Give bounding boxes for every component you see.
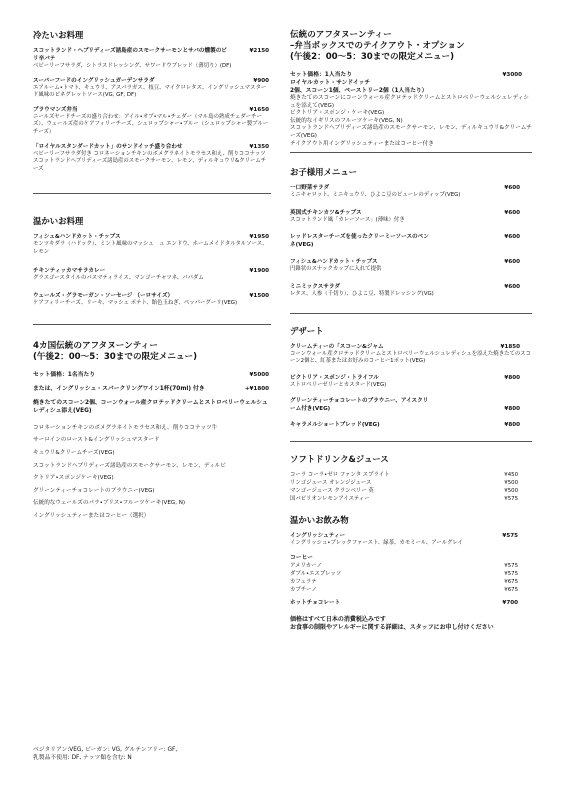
- dietary-legend: [33, 747, 271, 762]
- item-price: ¥700: [502, 599, 518, 606]
- tea-row: [290, 532, 532, 540]
- item-name: ウェールズ・グラモーガン・ソーセージ （ーロサイズ）: [33, 293, 174, 300]
- hot-chocolate-row: [290, 599, 532, 607]
- legend-line: 乳製品不使用: DF, ナッツ類を含む: N: [33, 754, 132, 761]
- item-description: ベビーリーフサラダ、シトラスドレッシング、サワードウブレッド（薄切り）(DF): [33, 63, 232, 69]
- legend-line: ベジタリアン:VEG, ビーガン: VG, グルテンフリー: GF,: [33, 747, 178, 753]
- item-price: ¥900: [253, 77, 269, 84]
- item-description: ミニキャロット、ミニキュウリ、ひよこ豆のピューレのディップ(VEG): [290, 192, 461, 199]
- item-price: ¥1850: [500, 343, 520, 350]
- item-description: グラスゴースタイルのバスマティライス、マンゴーチャツネ、パパダム: [33, 274, 204, 281]
- menu-item: [33, 267, 271, 283]
- drink-name: アメリカーノ: [290, 562, 322, 569]
- drink-price: ¥575: [504, 496, 518, 503]
- set-content-line: クトリア•スポンジケーキ(VEG): [33, 475, 114, 482]
- note-line: お食事の制限やアレルギーに関する詳細は、スタッフにお申し付けください: [290, 623, 494, 631]
- item-name: レッドレスターチーズを使ったクリーミーソースのペンネ(VEG): [290, 234, 429, 249]
- item-price: ¥1900: [249, 267, 269, 274]
- item-description: ストロベリーゼリーとカスタード(VEG): [290, 381, 387, 388]
- dessert-section: [290, 326, 532, 430]
- item-price: ¥800: [504, 422, 520, 429]
- section-title: 4カ国伝統のアフタヌーンティー: [33, 340, 158, 351]
- item-price: ¥2150: [249, 48, 269, 54]
- section-divider: [33, 193, 271, 194]
- section-title: デザート: [290, 325, 324, 336]
- set-price: ¥3000: [502, 72, 522, 78]
- item-price: ¥600: [504, 259, 520, 266]
- tea-description: イングリッシュ•ブレックファースト、緑茶、カモミール、アールグレイ: [290, 540, 463, 547]
- drink-price: ¥500: [504, 480, 518, 487]
- right-column: [290, 30, 532, 632]
- drink-name: カフェラテ: [290, 578, 317, 585]
- soft-drinks-section: [290, 454, 532, 503]
- item-price: ¥800: [504, 406, 520, 413]
- takeout-line: スコットランドヘブリディーズ諸島産のスモークサーモン、レモン、ディルキュウリ&クリームチーズ(VEG): [290, 125, 532, 139]
- price-note: [290, 616, 532, 632]
- sparkling-price: +¥1800: [244, 385, 269, 392]
- section-divider: [33, 324, 271, 325]
- section-title: 伝統のアフタヌーンティー: [290, 30, 392, 40]
- item-name: ホットチョコレート: [290, 599, 341, 606]
- menu-item: [290, 421, 532, 429]
- section-divider: [290, 152, 532, 153]
- drink-name: カプチーノ: [290, 586, 317, 593]
- menu-item: [33, 143, 271, 174]
- item-price: ¥600: [504, 283, 520, 290]
- menu-item: [290, 233, 532, 249]
- left-column: [33, 30, 272, 761]
- menu-item: [290, 258, 532, 274]
- item-name: チキンティッカマサラカレー: [33, 267, 106, 274]
- takeout-line: 焼きたてのスコーンにコーンウォール産クロテッドクリームとストロベリーウェルシュレディシュを添えて(VEG): [290, 95, 529, 109]
- set-content-line: グリーンティーチョコレートのブラウニー(VEG): [33, 487, 155, 494]
- set-price: ¥5000: [249, 371, 269, 378]
- sparkling-label: または、イングリッシュ・スパークリングワイン1杯(70ml) 付き: [33, 385, 205, 392]
- drink-name: コーラ コーラ•ゼロ ファンタ スプライト: [290, 472, 390, 479]
- item-price: ¥1650: [249, 106, 269, 113]
- item-description: ベビーリーフサラダ付き コロネーションチキンのボメグラネイトモラセス和え、削りココナッツ スコットランドヘブリディーズ諸島産のスモークサーモン、レモン、ディルキュウリ&クリームチーズ: [33, 150, 272, 172]
- section-title: 温かいお料理: [33, 216, 84, 227]
- drink-row: [290, 471, 532, 479]
- set-content-line: イングリッシュティーまたはコーヒー（選択）: [33, 512, 150, 519]
- item-name: スーパーフードのイングリッシュガーデンサラダ: [33, 77, 155, 84]
- menu-item: [33, 47, 271, 71]
- drink-row: [290, 570, 532, 578]
- drink-row: [290, 586, 532, 594]
- item-price: ¥600: [504, 185, 520, 192]
- item-name: イングリッシュティー: [290, 533, 346, 540]
- drink-name: リンゴジュース オレンジジュース: [290, 480, 372, 487]
- drink-row: [290, 495, 532, 503]
- cold-dishes-section: [33, 30, 271, 173]
- item-description: ニールズヤードチーズの盛り合わせ：アイル•オブ•マル•チェダー（マル島の熟成チェダーチーズ）、ウェールズ産のケアフィリーチーズ、シュロップシャー•ブルー（シュロップシャー製ブルーチーズ）: [33, 113, 269, 135]
- drink-row: [290, 479, 532, 487]
- section-divider: [290, 441, 532, 442]
- drink-name: ダブル•エスプレッソ: [290, 570, 342, 577]
- item-name: ビクトリア・スポンジ・トライフル: [290, 374, 379, 381]
- set-content-line: スコットランドヘブリディーズ諸島産のスモークサーモン、レモン、ディルビ: [33, 462, 226, 469]
- drink-price: ¥675: [504, 586, 518, 593]
- sparkling-wine-row: [33, 385, 271, 393]
- section-title: ソフトドリンク&ジュース: [290, 454, 389, 465]
- afternoon-tea-section: [33, 341, 271, 521]
- section-title: 温かいお飲み物: [290, 515, 349, 526]
- item-name: フィシュ&ハンドカット・チップス: [290, 259, 378, 266]
- menu-item: [290, 283, 532, 299]
- drink-price: ¥575: [504, 562, 518, 569]
- menu-item: [33, 106, 271, 137]
- drink-row: [290, 487, 532, 495]
- item-description: レタス、人参（千切り）、ひよこ豆、特製ドレッシング(VG): [290, 290, 434, 297]
- item-description: エアルーム•トマト、キュウリ、アスパラガス、枝豆、マイクロレタス、イングリッシュマスタード風味のビネグレットソース(VG, GF, DF): [33, 84, 267, 99]
- sandwich-label: ロイヤルカット・サンドイッチ: [290, 80, 371, 86]
- menu-item: [290, 209, 532, 225]
- drink-row: [290, 562, 532, 570]
- hot-drinks-section: [290, 515, 532, 607]
- item-price: ¥800: [504, 374, 520, 381]
- takeout-line: テイクアウト用イングリッシュティーまたはコーヒー付き: [290, 140, 434, 147]
- coffee-title: コーヒー: [290, 554, 313, 561]
- item-price: ¥600: [504, 209, 520, 216]
- item-price: ¥1350: [249, 143, 269, 150]
- menu-item: [290, 343, 532, 366]
- set-price-label: セット価格：1名当たり: [33, 371, 96, 378]
- item-description: ケアフィリーチーズ、リーキ、マッシュ ポテト、飴色玉ねぎ、ペッパーグーリ(VEG): [33, 300, 238, 307]
- set-content-line: キュウリ&クリームチーズ(VEG): [33, 449, 115, 456]
- item-description: モンツキダラ（ハドック）、ミント風味のマッシュ ュ エンドウ、ホームメイドタルタルソース、レモン: [33, 241, 268, 255]
- menu-item: [33, 292, 271, 308]
- section-title: 冷たいお料理: [33, 30, 84, 40]
- set-content-line: サーロインのロースト&イングリッシュマスタード: [33, 437, 160, 444]
- item-name: フィシュ&ハンドカット・チップス: [33, 234, 121, 241]
- item-description: スコットランド風「カレーソース」(薄味）付き: [290, 216, 405, 223]
- drink-name: マンゴージュース クランベリー 英: [290, 488, 374, 495]
- item-description: コーンウォール産クロテッドクリームとストロベリーウェルシュレディシュを添えた焼きたてのスコーン2個と、紅茶またはお好みのコーヒー1ポット(VEG): [290, 350, 532, 365]
- drink-price: ¥675: [504, 578, 518, 585]
- item-price: ¥575: [502, 533, 518, 540]
- menu-item: [290, 374, 532, 390]
- drink-row: [290, 578, 532, 586]
- section-subtitle: (午後2：00〜5：30までの限定メニュー): [290, 52, 455, 62]
- hot-dishes-section: [33, 216, 271, 307]
- kids-menu-section: [290, 167, 532, 298]
- menu-item: [33, 233, 271, 256]
- set-price-row: [33, 371, 271, 379]
- drink-price: ¥500: [504, 488, 518, 495]
- item-name: キャラメルショートブレッド(VEG): [290, 422, 380, 429]
- set-price-label: セット価格：1人当たり: [290, 72, 353, 78]
- item-name: ミニミックスサラダ: [290, 283, 341, 290]
- set-price-row: [290, 71, 532, 79]
- section-divider: [290, 313, 532, 314]
- item-price: ¥1500: [249, 293, 269, 300]
- item-name: スコットランド・ヘブリディーズ諸島産のスモークサーモンとサバの燻製のビリ辛パテ: [33, 48, 227, 62]
- takeout-section: [290, 30, 532, 148]
- set-content-line: コロネーションチキンのボメグラネイトモラセス和え、削りココナッツ牛: [33, 424, 218, 431]
- item-name: 英国式チキンカツ&チップス: [290, 209, 362, 216]
- takeout-line: 伝統的なイギリスのフルーツケーキ(VEG, N): [290, 117, 403, 124]
- menu-item: [290, 184, 532, 200]
- item-name: クリームティーの「スコーン&ジャム: [290, 343, 384, 350]
- section-subtitle: (午後2：00〜5：30までの限定メニュー): [33, 351, 198, 362]
- section-subtitle: –弁当ボックスでのテイクアウト・オプション: [290, 41, 465, 51]
- set-content-line: 伝統的なウェールズのバラ•ブリス•フルーツケーキ(VEG, N): [33, 500, 186, 507]
- item-name: 一口野菜サラダ: [290, 185, 330, 192]
- section-title: お子様用メニュー: [290, 167, 357, 178]
- item-name: 「ロイヤルスタンダードカット」のサンドイッチ盛り合わせ: [33, 143, 183, 150]
- item-description: 円錐状のスナックカップに入れて提供: [290, 266, 382, 273]
- drink-name: 国バビリオンレモンアイスティー: [290, 496, 370, 503]
- menu-item: [290, 397, 532, 413]
- scone-line: 焼きたてのスコーン2個、コーンウォール産クロテッドクリームとストロベリーウェルシュレディシュ添え(VEG): [33, 399, 268, 414]
- item-name: グリーンティーチョコレートのブラウニー、アイスクリーム付き(VEG): [290, 398, 429, 413]
- item-price: ¥1950: [249, 234, 269, 241]
- drink-price: ¥450: [504, 472, 518, 479]
- item-name: ブラウマンズ弁当: [33, 106, 78, 113]
- item-price: ¥600: [504, 234, 520, 241]
- note-line: 価格はすべて日本の消費税込みです: [290, 615, 386, 623]
- takeout-line: ビクトリア・スポンジ・ケーキ(VEG): [290, 110, 385, 117]
- drink-price: ¥575: [504, 570, 518, 577]
- scone-label: 2個、スコーン1個、ペーストリー2個（1人当たり）: [290, 88, 428, 94]
- menu-item: [33, 77, 271, 100]
